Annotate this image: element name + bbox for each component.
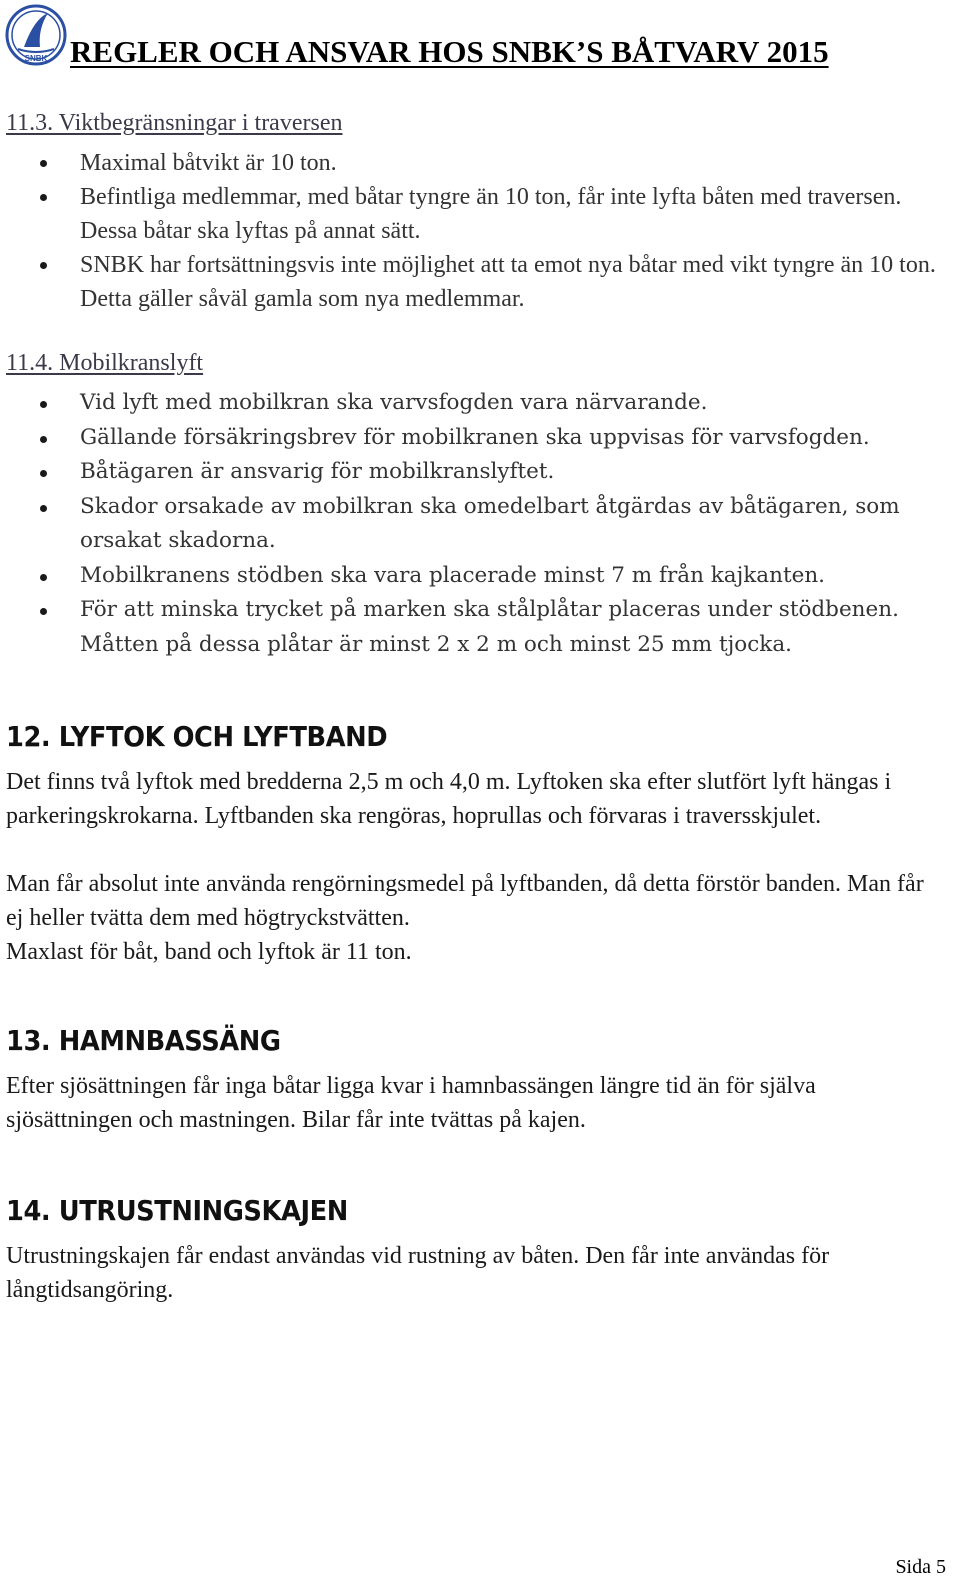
section-11-3-list [0,146,955,316]
section-14-heading: 14. UTRUSTNINGSKAJEN [6,1194,348,1227]
list-item: Befintliga medlemmar, med båtar tyngre än 10 ton, får inte lyfta båten med traversen. Dessa båtar ska lyftas på annat sätt. [0,180,955,248]
section-14-paragraph: Utrustningskajen får endast användas vid rustning av båten. Den får inte användas för långtidsangöring. [6,1243,830,1303]
section-11-4-list [0,386,955,662]
section-13-paragraph: Efter sjösättningen får inga båtar ligga kvar i hamnbassängen längre tid än för själva sjösättningen och mastningen. Bilar får inte tvättas på kajen. [6,1073,816,1133]
list-item: Gällande försäkringsbrev för mobilkranen ska uppvisas för varvsfogden. [0,421,955,456]
list-item: SNBK har fortsättningsvis inte möjlighet att ta emot nya båtar med vikt tyngre än 10 ton. Detta gäller såväl gamla som nya medlemmar. [0,248,955,316]
page-number: Sida 5 [895,1556,946,1578]
logo-lettering: SNBK [24,54,48,63]
list-item: För att minska trycket på marken ska stålplåtar placeras under stödbenen. Måtten på dessa plåtar är minst 2 x 2 m och minst 25 mm tjocka. [0,593,955,662]
section-12-paragraph-2: Man får absolut inte använda rengörningsmedel på lyftbanden, då detta förstör banden. Man får ej heller tvätta dem med högtryckstvätten. [6,871,924,931]
snbk-logo [4,3,68,67]
section-13-heading: 13. HAMNBASSÄNG [6,1024,281,1057]
section-11-4-title-text: 11.4. Mobilkranslyft [6,350,204,376]
list-item: Maximal båtvikt är 10 ton. [0,146,955,180]
section-12-paragraph-3: Maxlast för båt, band och lyftok är 11 ton. [6,939,412,965]
list-item: Båtägaren är ansvarig för mobilkranslyftet. [0,455,955,490]
list-item: Mobilkranens stödben ska vara placerade minst 7 m från kajkanten. [0,559,955,594]
document-title: REGLER OCH ANSVAR HOS SNBK’S BÅTVARV 2015 [70,34,829,69]
list-item: Skador orsakade av mobilkran ska omedelbart åtgärdas av båtägaren, som orsakat skadorna. [0,490,955,559]
section-12-paragraph-1: Det finns två lyftok med bredderna 2,5 m och 4,0 m. Lyftoken ska efter slutfört lyft hängas i parkeringskrokarna. Lyftbanden ska rengöras, hoprullas och förvaras i traversskjulet. [6,769,892,829]
list-item: Vid lyft med mobilkran ska varvsfogden vara närvarande. [0,386,955,421]
section-11-3-title: 11.3. Viktbegränsningar i traversen [6,110,343,136]
section-12-heading: 12. LYFTOK OCH LYFTBAND [6,720,388,753]
section-11-4-title [6,350,203,377]
